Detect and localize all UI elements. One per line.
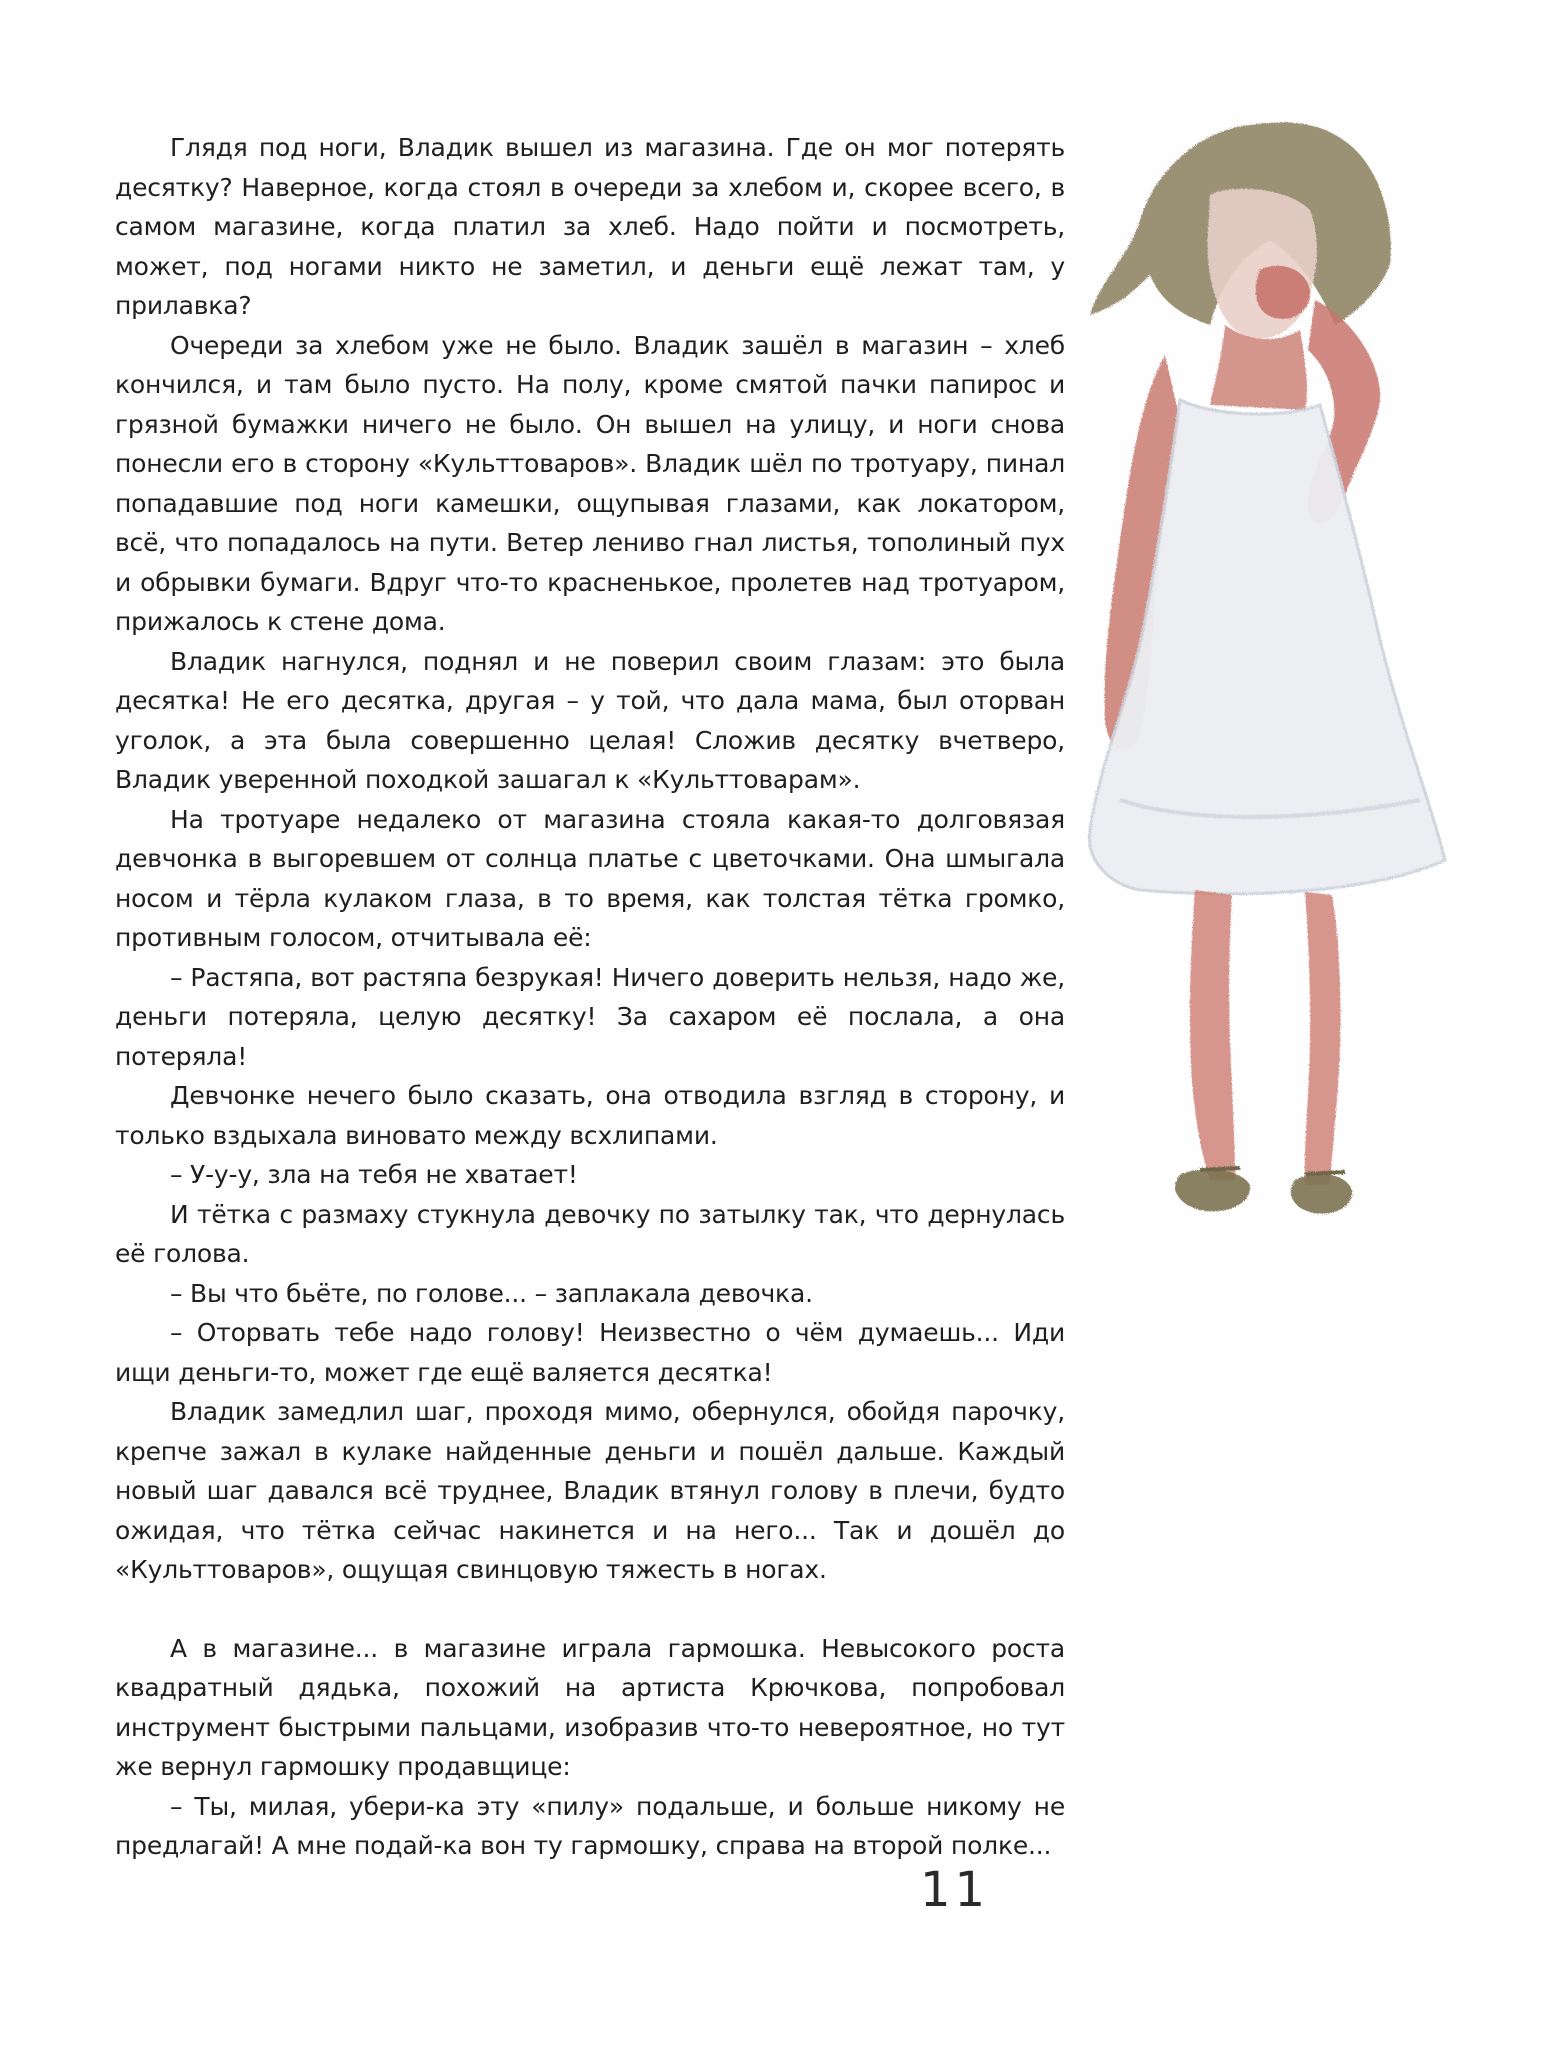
- page-number: 11: [920, 1862, 990, 1918]
- paragraph: – Оторвать тебе надо голову! Неизвестно о чём думаешь... Иди ищи деньги-то, может где ещё валяется десятка!: [115, 1318, 1065, 1387]
- paragraph: – Ты, милая, убери-ка эту «пилу» подальше, и больше никому не предлагай! А мне подай-ка вон ту гармошку, справа на второй полке...: [115, 1791, 1065, 1860]
- paragraph: Глядя под ноги, Владик вышел из магазина. Где он мог потерять десятку? Наверное, когда стоял в очереди за хлебом и, скорее всего, в самом магазине, когда платил за хлеб. Надо пойти и посмотреть, может, под ногами никто не заметил, и деньги ещё лежат там, у прилавка?: [115, 133, 1065, 320]
- paragraph: Девчонке нечего было сказать, она отводила взгляд в сторону, и только вздыхала виновато между всхлипами.: [115, 1081, 1065, 1150]
- crying-girl-illustration: [1060, 100, 1480, 1500]
- paragraph: И тётка с размаху стукнула девочку по затылку так, что дернулась её голова.: [115, 1199, 1065, 1268]
- paragraph: – Растяпа, вот растяпа безрукая! Ничего доверить нельзя, надо же, деньги потеряла, целую десятку! За сахаром её послала, а она потеряла!: [115, 962, 1065, 1071]
- story-text: [115, 128, 1065, 1866]
- paragraph: На тротуаре недалеко от магазина стояла какая-то долговязая девчонка в выгоревшем от солнца платье с цветочками. Она шмыгала носом и тёрла кулаком глаза, в то время, как толстая тётка громко, противным голосом, отчитывала её:: [115, 804, 1065, 952]
- paragraph: Владик нагнулся, поднял и не поверил своим глазам: это была десятка! Не его десятка, другая – у той, что дала мама, был оторван уголок, а эта была совершенно целая! Сложив десятку вчетверо, Владик уверенной походкой зашагал к «Культтоварам».: [115, 646, 1065, 794]
- paragraph: Очереди за хлебом уже не было. Владик зашёл в магазин – хлеб кончился, и там было пусто. На полу, кроме смятой пачки папирос и грязной бумажки ничего не было. Он вышел на улицу, и ноги снова понесли его в сторону «Культтоваров». Владик шёл по тротуару, пинал попадавшие под ноги камешки, ощупывая глазами, как локатором, всё, что попадалось на пути. Ветер лениво гнал листья, тополиный пух и обрывки бумаги. Вдруг что-то красненькое, пролетев над тротуаром, прижалось к стене дома.: [115, 330, 1065, 636]
- paragraph: – Вы что бьёте, по голове... – заплакала девочка.: [170, 1278, 813, 1308]
- paragraph: – У-у-у, зла на тебя не хватает!: [170, 1160, 578, 1189]
- paragraph: А в магазине... в магазине играла гармошка. Невысокого роста квадратный дядька, похожий на артиста Крючкова, попробовал инструмент быстрыми пальцами, изобразив что-то невероятное, но тут же вернул гармошку продавщице:: [115, 1633, 1065, 1781]
- paragraph: Владик замедлил шаг, проходя мимо, обернулся, обойдя парочку, крепче зажал в кулаке найденные деньги и пошёл дальше. Каждый новый шаг давался всё труднее, Владик втянул голову в плечи, будто ожидая, что тётка сейчас накинется и на него... Так и дошёл до «Культтоваров», ощущая свинцовую тяжесть в ногах.: [115, 1397, 1065, 1584]
